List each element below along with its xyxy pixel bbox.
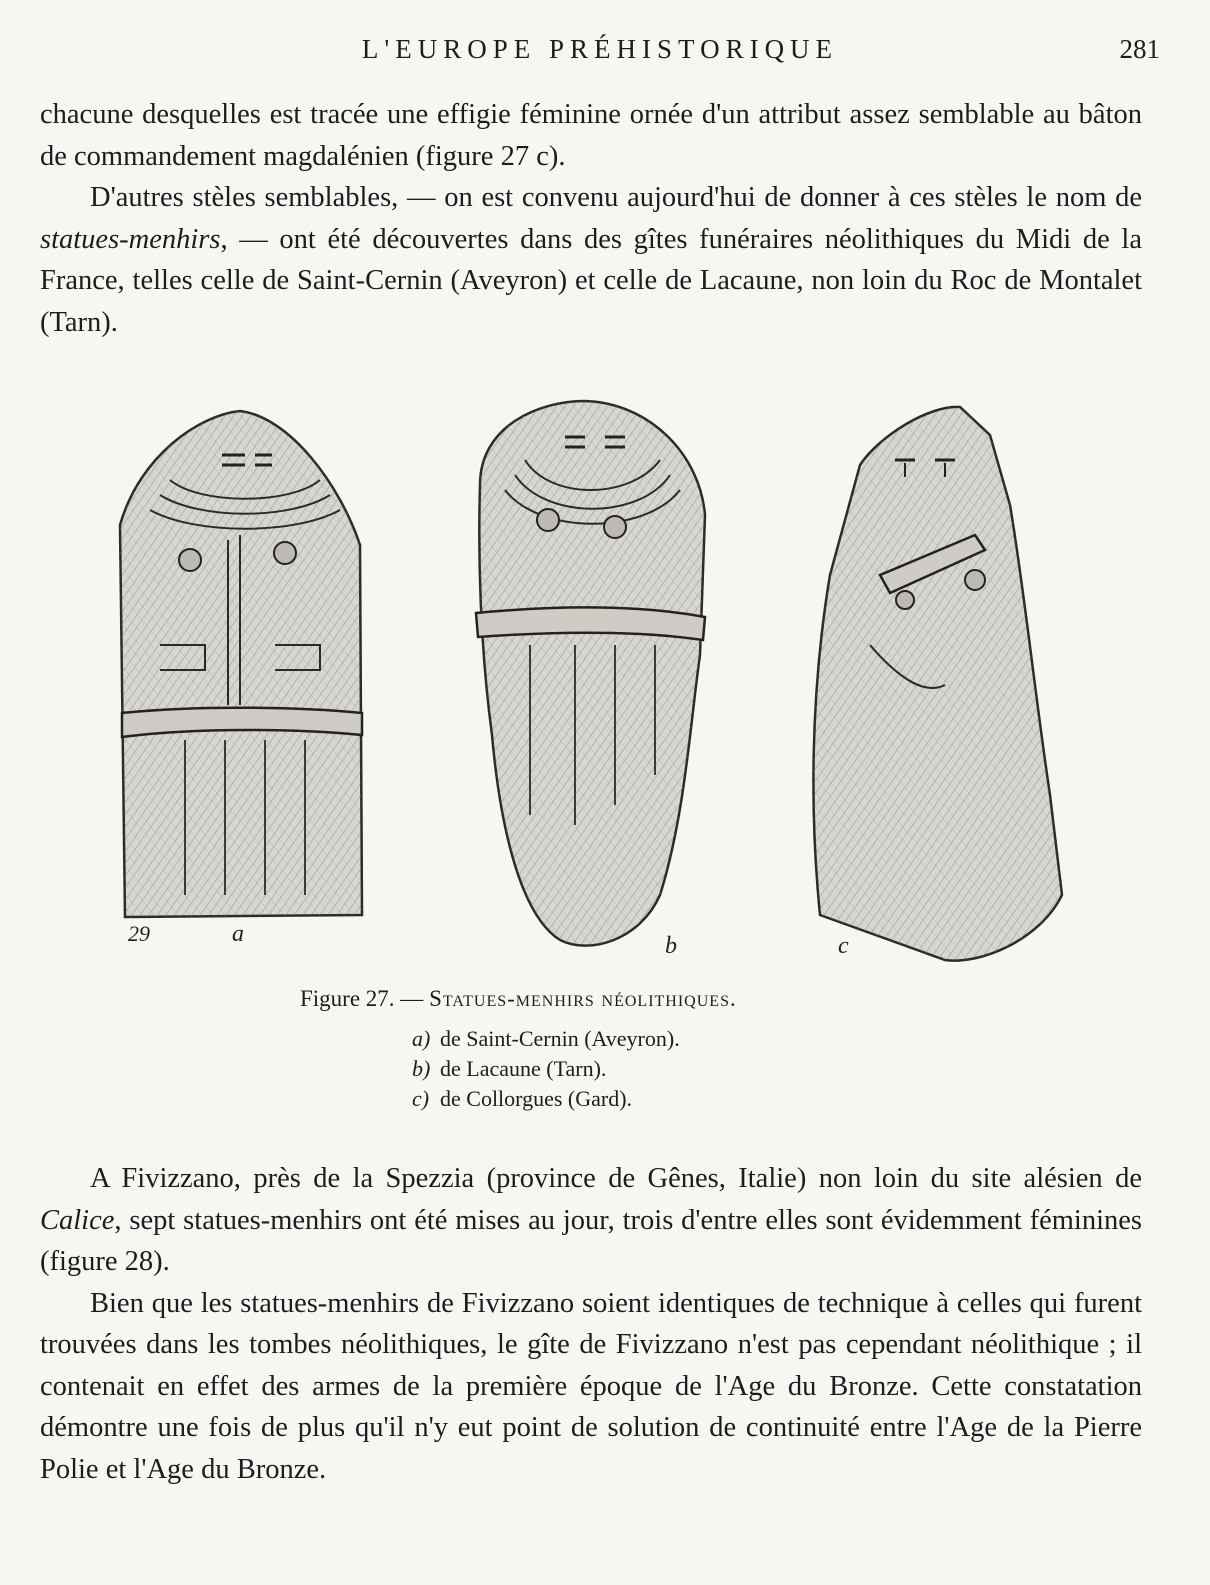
italic-term: Calice	[40, 1204, 115, 1236]
stele-b	[476, 401, 705, 946]
running-title: L'EUROPE PRÉHISTORIQUE	[361, 34, 839, 64]
panel-letter-a: a	[232, 921, 244, 947]
running-head	[40, 34, 1160, 74]
caption-item	[412, 1024, 680, 1054]
caption-item-letter: a)	[412, 1026, 431, 1051]
paragraph-text: A Fivizzano, près de la Spezzia (province de Gênes, Italie) non loin du site alésien de	[90, 1163, 1142, 1194]
top-text	[40, 94, 1142, 343]
figure-27	[0, 395, 1210, 975]
caption-item-text: de Collorgues (Gard).	[440, 1086, 633, 1111]
panel-letter-c: c	[838, 933, 849, 959]
paragraph-continuation: chacune desquelles est tracée une effigie féminine ornée d'un attribut assez semblable au bâton de commandement magdalénien (figure 27 c).	[40, 99, 1142, 172]
paragraph-text: , — ont été découvertes dans des gîtes funéraires néolithiques du Midi de la France, telles celle de Saint-Cernin (Aveyron) et celle de Lacaune, non loin du Roc de Montalet (Tarn).	[40, 223, 1142, 338]
caption-title: Statues-menhirs néolithiques.	[429, 986, 737, 1011]
italic-term: statues-menhirs	[40, 223, 221, 255]
paragraph-bronze-age: Bien que les statues-menhirs de Fivizzano soient identiques de technique à celles qui furent trouvées dans les tombes néolithiques, le gîte de Fivizzano n'est pas cependant néolithique ; il contenait en effet des armes de la première époque de l'Age du Bronze. Cette constatation démontre une fois de plus qu'il n'y eut point de solution de continuité entre l'Age de la Pierre Polie et l'Age du Bronze.	[40, 1287, 1142, 1485]
caption-items	[412, 1024, 680, 1114]
bottom-text	[40, 1158, 1142, 1490]
paragraph-fivizzano	[40, 1158, 1142, 1283]
caption-label: Figure 27. —	[300, 986, 430, 1011]
figure-illustration	[0, 395, 1210, 975]
paragraph-text: , sept statues-menhirs ont été mises au jour, trois d'entre elles sont évidemment féminines (figure 28).	[40, 1204, 1142, 1277]
figure-caption	[300, 986, 737, 1012]
stele-c	[813, 407, 1062, 961]
caption-item	[412, 1054, 680, 1084]
caption-item-text: de Saint-Cernin (Aveyron).	[440, 1026, 680, 1051]
paragraph-statues-menhirs	[40, 177, 1142, 343]
plate-number: 29	[128, 921, 150, 946]
caption-item-letter: b)	[412, 1056, 431, 1081]
caption-item	[412, 1084, 680, 1114]
stele-a	[120, 411, 362, 917]
caption-item-letter: c)	[412, 1086, 430, 1111]
page-number: 281	[1119, 34, 1160, 64]
paragraph-text: D'autres stèles semblables, — on est convenu aujourd'hui de donner à ces stèles le nom de	[90, 182, 1142, 213]
panel-letter-b: b	[665, 933, 677, 959]
caption-item-text: de Lacaune (Tarn).	[440, 1056, 607, 1081]
